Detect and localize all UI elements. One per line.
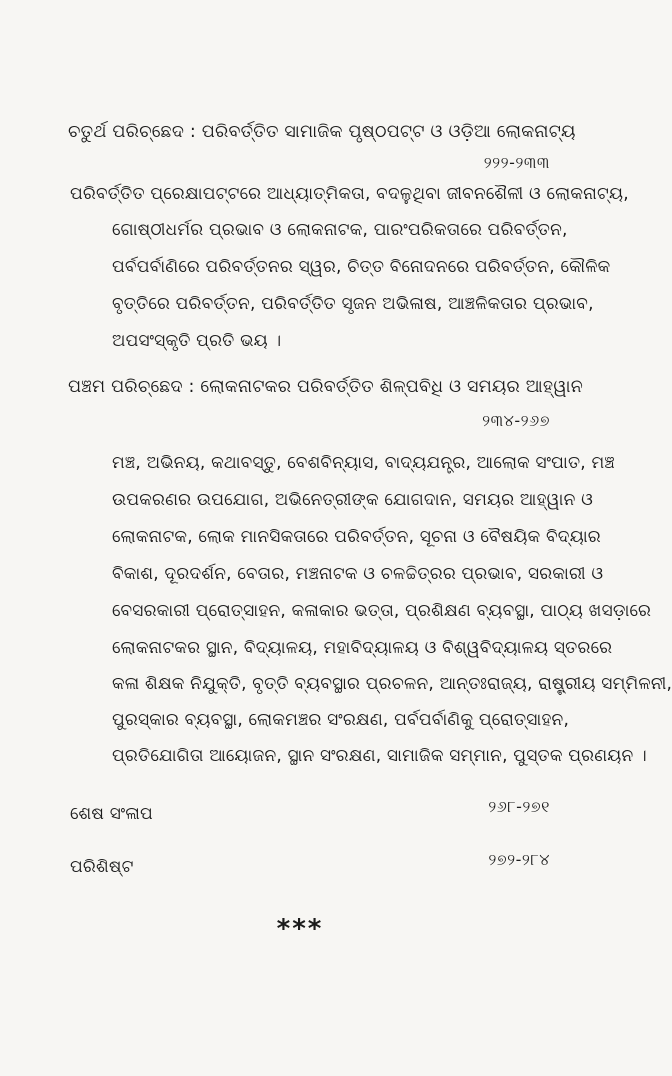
chapter-5-text-line: ବେସରକାରୀ ପ୍ରୋତ୍ସାହନ, କଳାକାର ଭତ୍ତା, ପ୍ରଶିକ୍ଷଣ ବ୍ୟବସ୍ଥା, ପାଠ୍ୟ ଖସଡ଼ାରେ bbox=[112, 601, 652, 621]
appendix-pages: ୨୭୨-୨୮୪ bbox=[488, 850, 550, 869]
chapter-4-text-line: ଗୋଷ୍ଠୀଧର୍ମର ପ୍ରଭାବ ଓ ଲୋକନାଟକ, ପାରଂପରିକତାରେ ପରିବର୍ତ୍ତନ, bbox=[112, 220, 568, 240]
chapter-5-text-line: ପ୍ରତିଯୋଗିତା ଆୟୋଜନ, ସ୍ଥାନ ସଂରକ୍ଷଣ, ସାମାଜିକ ସମ୍ମାନ, ପୁସ୍ତକ ପ୍ରଣୟନ । bbox=[112, 746, 647, 766]
chapter-5-text-line: ଲୋକନାଟକର ସ୍ଥାନ, ବିଦ୍ୟାଳୟ, ମହାବିଦ୍ୟାଳୟ ଓ ବିଶ୍ୱବିଦ୍ୟାଳୟ ସ୍ତରରେ bbox=[112, 638, 613, 658]
chapter-5-heading: ପଞ୍ଚମ ପରିଚ୍ଛେଦ : ଲୋକନାଟକର ପରିବର୍ତ୍ତିତ ଶିଳ୍ପବିଧି ଓ ସମୟର ଆହ୍ୱାନ bbox=[68, 377, 583, 397]
chapter-4-text-line: ଅପସଂସ୍କୃତି ପ୍ରତି ଭୟ । bbox=[112, 331, 282, 351]
chapter-4-pages: ୨୨୨-୨୩୩ bbox=[483, 153, 550, 172]
chapter-5-text-line: ମଞ୍ଚ, ଅଭିନୟ, କଥାବସ୍ତୁ, ବେଶବିନ୍ୟାସ, ବାଦ୍ୟଯନ୍ତ୍ର, ଆଲୋକ ସଂପାତ, ମଞ୍ଚ bbox=[112, 453, 615, 473]
chapter-5-text-line: ଲୋକନାଟକ, ଲୋକ ମାନସିକତାରେ ପରିବର୍ତ୍ତନ, ସୂଚନା ଓ ବୈଷୟିକ ବିଦ୍ୟାର bbox=[112, 527, 601, 547]
chapter-5-text-line: କଳା ଶିକ୍ଷକ ନିଯୁକ୍ତି, ବୃତ୍ତି ବ୍ୟବସ୍ଥାର ପ୍ରଚଳନ, ଆନ୍ତଃରାଜ୍ୟ, ରାଷ୍ଟ୍ରୀୟ ସମ୍ମିଳନୀ, bbox=[112, 674, 672, 694]
chapter-5-text-line: ଉପକରଣର ଉପଯୋଗ, ଅଭିନେତ୍ରୀଙ୍କ ଯୋଗଦାନ, ସମୟର ଆହ୍ୱାନ ଓ bbox=[112, 490, 594, 510]
conclusion-pages: ୨୬୮-୨୭୧ bbox=[488, 797, 550, 816]
chapter-4-heading: ଚତୁର୍ଥ ପରିଚ୍ଛେଦ : ପରିବର୍ତ୍ତିତ ସାମାଜିକ ପୃଷ୍ଠପଟ୍ଟ ଓ ଓଡ଼ିଆ ଲୋକନାଟ୍ୟ bbox=[68, 122, 576, 142]
chapter-5-pages: ୨୩୪-୨୬୭ bbox=[482, 411, 550, 430]
chapter-5-text-line: ବିକାଶ, ଦୂରଦର୍ଶନ, ବେତାର, ମଞ୍ଚନାଟକ ଓ ଚଳଚ୍ଚିତ୍ରର ପ୍ରଭାବ, ସରକାରୀ ଓ bbox=[112, 564, 604, 584]
chapter-4-text-line: ପରିବର୍ତ୍ତିତ ପ୍ରେକ୍ଷାପଟ୍ଟରେ ଆଧ୍ୟାତ୍ମିକତା, ବଦଳୁଥିବା ଜୀବନଶୈଳୀ ଓ ଲୋକନାଟ୍ୟ, bbox=[70, 184, 629, 204]
chapter-4-text-line: ବୃତ୍ତିରେ ପରିବର୍ତ୍ତନ, ପରିବର୍ତ୍ତିତ ସୃଜନ ଅଭିଳାଷ, ଆଞ୍ଚଳିକତାର ପ୍ରଭାବ, bbox=[112, 294, 594, 314]
chapter-5-text-line: ପୁରସ୍କାର ବ୍ୟବସ୍ଥା, ଲୋକମଞ୍ଚର ସଂରକ୍ଷଣ, ପର୍ବପର୍ବାଣିକୁ ପ୍ରୋତ୍ସାହନ, bbox=[112, 710, 570, 730]
chapter-4-text-line: ପର୍ବପର୍ବାଣିରେ ପରିବର୍ତ୍ତନର ସ୍ୱର, ଚିତ୍ତ ବିନୋଦନରେ ପରିବର୍ତ୍ତନ, କୌଳିକ bbox=[112, 257, 611, 277]
conclusion-label: ଶେଷ ସଂଳାପ bbox=[70, 804, 153, 824]
end-mark: *** bbox=[276, 914, 324, 944]
appendix-label: ପରିଶିଷ୍ଟ bbox=[70, 857, 134, 877]
